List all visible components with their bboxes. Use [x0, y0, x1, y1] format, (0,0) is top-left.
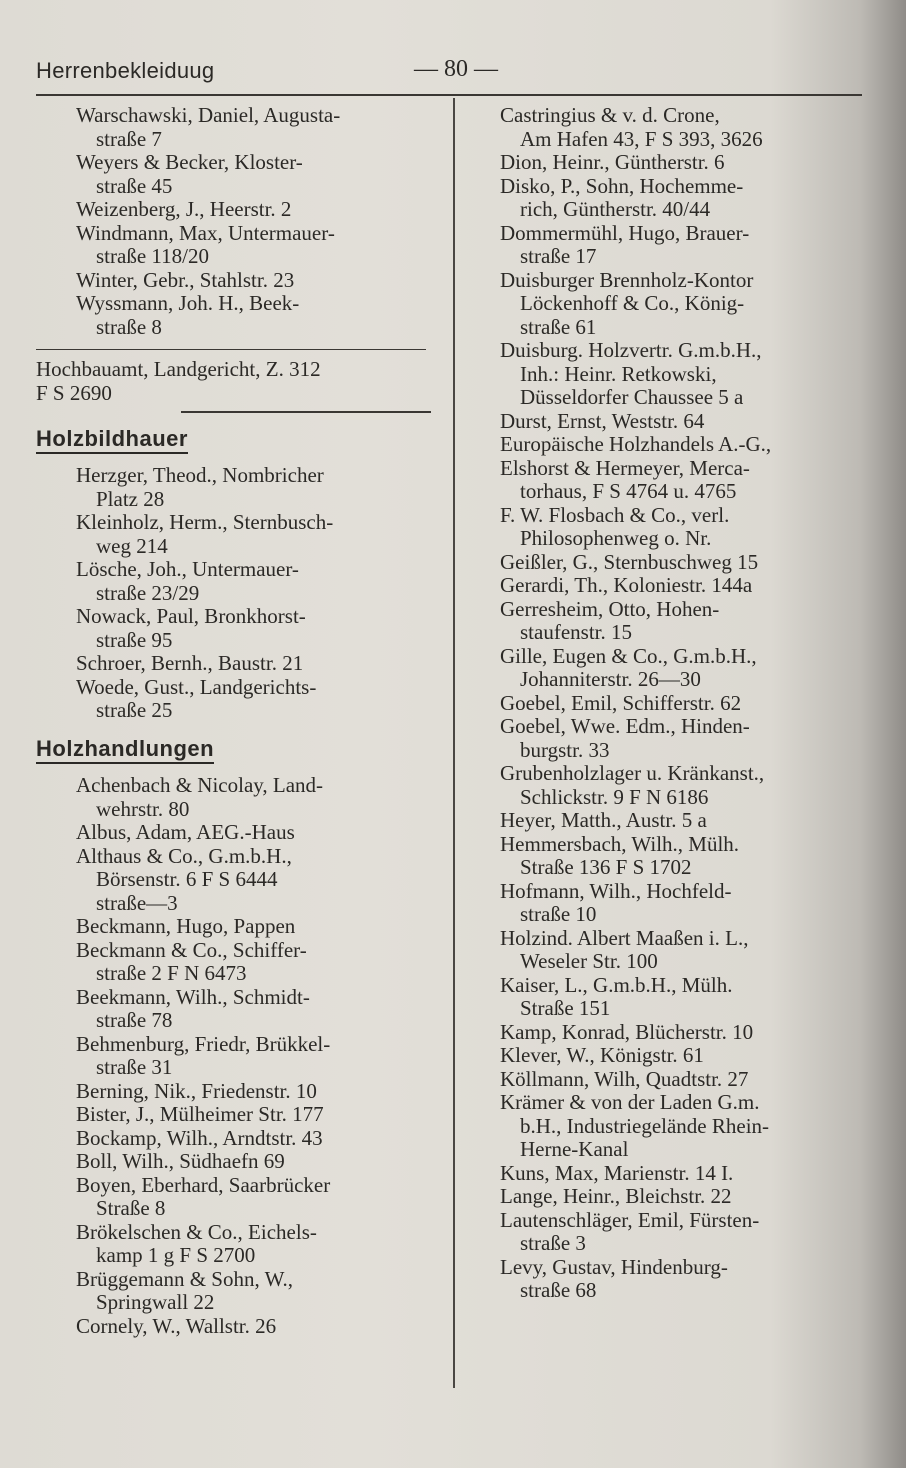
section-title-holzbildhauer: Holzbildhauer	[36, 427, 188, 455]
directory-entry	[76, 292, 436, 339]
entry-name-line: Gerardi, Th., Koloniestr. 144a	[500, 573, 753, 597]
directory-entry	[500, 457, 862, 504]
directory-entry	[500, 880, 862, 927]
directory-entry	[500, 222, 862, 269]
entry-name-line: Weyers & Becker, Kloster-	[76, 150, 303, 174]
entry-continuation-line: straße 7	[96, 126, 162, 151]
directory-entry	[500, 1091, 862, 1162]
entry-name-line: Geißler, G., Sternbuschweg 15	[500, 549, 759, 574]
directory-entry	[500, 1044, 862, 1068]
entry-name-line: Althaus & Co., G.m.b.H.,	[76, 843, 292, 868]
directory-entry	[76, 1103, 436, 1127]
entry-name-line: Berning, Nik., Friedenstr. 10	[76, 1078, 317, 1103]
directory-entry	[500, 1021, 862, 1045]
entry-continuation-line: b.H., Industriegelände Rhein-	[520, 1113, 770, 1138]
entry-continuation-line: Schlickstr. 9 F N 6186	[520, 784, 709, 809]
entry-continuation-line: torhaus, F S 4764 u. 4765	[520, 479, 737, 503]
directory-entry	[500, 175, 862, 222]
directory-entry	[76, 104, 436, 151]
entry-name-line: Kamp, Konrad, Blücherstr. 10	[500, 1019, 754, 1044]
section-title-holzhandlungen: Holzhandlungen	[36, 737, 214, 765]
entry-continuation-line: straße 78	[96, 1008, 173, 1032]
entry-name-line: Herzger, Theod., Nombricher	[76, 463, 324, 487]
page-header	[36, 52, 862, 92]
entry-name-line: Boll, Wilh., Südhaefn 69	[76, 1149, 285, 1173]
directory-entry	[500, 151, 862, 175]
directory-entry	[76, 1127, 436, 1151]
directory-entry	[500, 410, 862, 434]
entry-name-line: Beekmann, Wilh., Schmidt-	[76, 984, 310, 1009]
hochbauamt-note	[36, 349, 426, 405]
entry-name-line: Hofmann, Wilh., Hochfeld-	[500, 878, 732, 903]
directory-entry	[500, 974, 862, 1021]
directory-entry	[500, 104, 862, 151]
entry-continuation-line: Straße 8	[96, 1196, 166, 1220]
entry-continuation-line: Düsseldorfer Chaussee 5 a	[520, 385, 744, 409]
directory-entry	[500, 762, 862, 809]
directory-entry	[500, 1185, 862, 1209]
entry-name-line: Beckmann & Co., Schiffer-	[76, 937, 307, 962]
entry-name-line: Warschawski, Daniel, Augusta-	[76, 103, 341, 127]
entry-name-line: Castringius & v. d. Crone,	[500, 103, 720, 127]
entry-continuation-line: Am Hafen 43, F S 393, 3626	[520, 126, 763, 151]
entry-name-line: Achenbach & Nicolay, Land-	[76, 773, 324, 797]
directory-entry	[76, 845, 436, 916]
entry-continuation-line: Inh.: Heinr. Retkowski,	[520, 361, 717, 386]
entry-name-line: Heyer, Matth., Austr. 5 a	[500, 808, 707, 832]
entry-name-line: Behmenburg, Friedr, Brükkel-	[76, 1031, 331, 1056]
entry-name-line: Schroer, Bernh., Baustr. 21	[76, 651, 304, 675]
page-number: — 80 —	[414, 56, 498, 82]
entry-name-line: Dion, Heinr., Güntherstr. 6	[500, 150, 725, 174]
directory-entry	[500, 574, 862, 598]
directory-entry	[76, 464, 436, 511]
entry-name-line: Wyssmann, Joh. H., Beek-	[76, 291, 300, 315]
directory-entry	[76, 1174, 436, 1221]
entry-continuation-line: straße 3	[520, 1231, 586, 1255]
entry-name-line: Kaiser, L., G.m.b.H., Mülh.	[500, 972, 733, 997]
entry-continuation-line: straße 23/29	[96, 580, 200, 605]
directory-entry	[500, 433, 862, 457]
directory-entry	[76, 986, 436, 1033]
directory-entry	[76, 939, 436, 986]
entry-name-line: Krämer & von der Laden G.m.	[500, 1090, 760, 1114]
directory-entry	[76, 774, 436, 821]
entry-continuation-line: straße 25	[96, 698, 173, 722]
entry-name-line: Beckmann, Hugo, Pappen	[76, 914, 296, 938]
directory-entry	[500, 339, 862, 410]
entry-continuation-line: Johanniterstr. 26—30	[520, 667, 701, 691]
entry-name-line: Gille, Eugen & Co., G.m.b.H.,	[500, 643, 757, 668]
directory-entry	[500, 1256, 862, 1303]
entry-name-line: Duisburger Brennholz-Kontor	[500, 267, 754, 292]
entry-name-line: Klever, W., Königstr. 61	[500, 1043, 704, 1067]
directory-entry	[500, 833, 862, 880]
entry-continuation-line: straße 61	[520, 314, 597, 339]
entry-name-line: Dommermühl, Hugo, Brauer-	[500, 220, 750, 245]
entry-continuation-line: straße 10	[520, 902, 597, 926]
entry-name-line: Bockamp, Wilh., Arndtstr. 43	[76, 1125, 323, 1150]
entry-name-line: Kuns, Max, Marienstr. 14 I.	[500, 1160, 734, 1185]
entry-name-line: Kleinholz, Herm., Sternbusch-	[76, 510, 334, 534]
directory-entry	[76, 269, 436, 293]
entry-name-line: Brökelschen & Co., Eichels-	[76, 1219, 317, 1244]
header-rule	[36, 94, 862, 96]
entry-continuation-line: straße 95	[96, 627, 173, 652]
entry-continuation-line: Straße 151	[520, 996, 611, 1020]
entry-name-line: Holzind. Albert Maaßen i. L.,	[500, 925, 749, 950]
entry-continuation-line: weg 214	[96, 533, 168, 558]
directory-entry	[500, 269, 862, 340]
directory-entry	[500, 645, 862, 692]
entry-name-line: Lange, Heinr., Bleichstr. 22	[500, 1184, 732, 1208]
entry-name-line: Nowack, Paul, Bronkhorst-	[76, 604, 306, 628]
directory-entry	[500, 927, 862, 974]
note-line: Hochbauamt, Landgericht, Z. 312	[36, 357, 321, 381]
entry-name-line: Hemmersbach, Wilh., Mülh.	[500, 831, 740, 856]
directory-entry	[500, 504, 862, 551]
note-line: F S 2690	[36, 380, 112, 405]
entry-continuation-line: straße 31	[96, 1055, 173, 1079]
entry-name-line: Windmann, Max, Untermauer-	[76, 220, 335, 245]
entry-name-line: Winter, Gebr., Stahlstr. 23	[76, 267, 295, 292]
entry-continuation-line: burgstr. 33	[520, 737, 610, 762]
right-entry-list	[500, 104, 862, 1303]
directory-entry	[76, 1221, 436, 1268]
entry-continuation-line: Straße 136 F S 1702	[520, 855, 692, 879]
entry-name-line: Lösche, Joh., Untermauer-	[76, 557, 299, 581]
entry-name-line: Grubenholzlager u. Kränkanst.,	[500, 761, 765, 785]
entry-name-line: Goebel, Wwe. Edm., Hinden-	[500, 714, 750, 738]
entry-name-line: Levy, Gustav, Hindenburg-	[500, 1254, 728, 1279]
entry-continuation-line: Weseler Str. 100	[520, 949, 658, 973]
entry-continuation-line: Herne-Kanal	[520, 1137, 629, 1161]
entry-name-line: Woede, Gust., Landgerichts-	[76, 674, 317, 699]
entry-continuation-line: staufenstr. 15	[520, 620, 632, 644]
directory-entry	[76, 1033, 436, 1080]
entry-name-line: F. W. Flosbach & Co., verl.	[500, 502, 730, 527]
directory-entry	[76, 558, 436, 605]
entry-name-line: Bister, J., Mülheimer Str. 177	[76, 1102, 324, 1126]
entry-continuation-line: straße 118/20	[96, 244, 209, 268]
directory-entry	[76, 821, 436, 845]
entry-name-line: Duisburg. Holzvertr. G.m.b.H.,	[500, 338, 762, 362]
directory-entry	[76, 1150, 436, 1174]
entry-continuation-line: straße—3	[96, 890, 178, 915]
directory-entry	[500, 692, 862, 716]
directory-entry	[76, 915, 436, 939]
directory-entry	[500, 809, 862, 833]
entry-name-line: Durst, Ernst, Weststr. 64	[500, 408, 705, 433]
entry-name-line: Lautenschläger, Emil, Fürsten-	[500, 1207, 760, 1232]
directory-entry	[76, 222, 436, 269]
entry-name-line: Cornely, W., Wallstr. 26	[76, 1313, 277, 1338]
entry-name-line: Gerresheim, Otto, Hohen-	[500, 596, 720, 621]
right-column	[500, 104, 862, 1303]
directory-entry	[76, 198, 436, 222]
directory-entry	[76, 511, 436, 558]
entry-continuation-line: straße 68	[520, 1278, 597, 1302]
entry-name-line: Brüggemann & Sohn, W.,	[76, 1266, 294, 1291]
entry-continuation-line: straße 8	[96, 314, 162, 339]
directory-entry	[76, 1268, 436, 1315]
note-rule	[181, 411, 431, 413]
entry-continuation-line: Springwall 22	[96, 1290, 215, 1314]
directory-entry	[500, 1162, 862, 1186]
directory-entry	[500, 598, 862, 645]
directory-entry	[500, 715, 862, 762]
entry-continuation-line: straße 17	[520, 244, 597, 268]
running-head: Herrenbekleiduug	[36, 58, 215, 83]
entry-name-line: Boyen, Eberhard, Saarbrücker	[76, 1172, 331, 1197]
entry-continuation-line: wehrstr. 80	[96, 796, 190, 821]
directory-entry	[500, 1068, 862, 1092]
entry-continuation-line: kamp 1 g F S 2700	[96, 1243, 256, 1267]
entry-name-line: Europäische Holzhandels A.-G.,	[500, 432, 772, 456]
entry-continuation-line: rich, Güntherstr. 40/44	[520, 197, 711, 221]
column-divider	[453, 98, 455, 1388]
entry-continuation-line: Börsenstr. 6 F S 6444	[96, 867, 278, 891]
entry-continuation-line: straße 45	[96, 173, 173, 198]
directory-entry	[76, 151, 436, 198]
top-entry-list	[36, 104, 436, 339]
left-column	[36, 104, 436, 1338]
entry-continuation-line: straße 2 F N 6473	[96, 961, 247, 985]
directory-entry	[76, 676, 436, 723]
entry-continuation-line: Löckenhoff & Co., König-	[520, 291, 745, 315]
entry-name-line: Köllmann, Wilh, Quadtstr. 27	[500, 1066, 749, 1091]
directory-entry	[76, 1080, 436, 1104]
entry-name-line: Albus, Adam, AEG.-Haus	[76, 820, 295, 844]
entry-continuation-line: Platz 28	[96, 486, 165, 511]
entry-continuation-line: Philosophenweg o. Nr.	[520, 526, 712, 550]
directory-entry	[500, 1209, 862, 1256]
holzhandlungen-list	[36, 774, 436, 1338]
directory-entry	[76, 1315, 436, 1339]
holzbildhauer-list	[36, 464, 436, 723]
entry-name-line: Goebel, Emil, Schifferstr. 62	[500, 690, 742, 715]
directory-entry	[76, 652, 436, 676]
directory-entry	[76, 605, 436, 652]
entry-name-line: Disko, P., Sohn, Hochemme-	[500, 173, 744, 198]
entry-name-line: Weizenberg, J., Heerstr. 2	[76, 197, 292, 221]
directory-entry	[500, 551, 862, 575]
entry-name-line: Elshorst & Hermeyer, Merca-	[500, 455, 750, 480]
